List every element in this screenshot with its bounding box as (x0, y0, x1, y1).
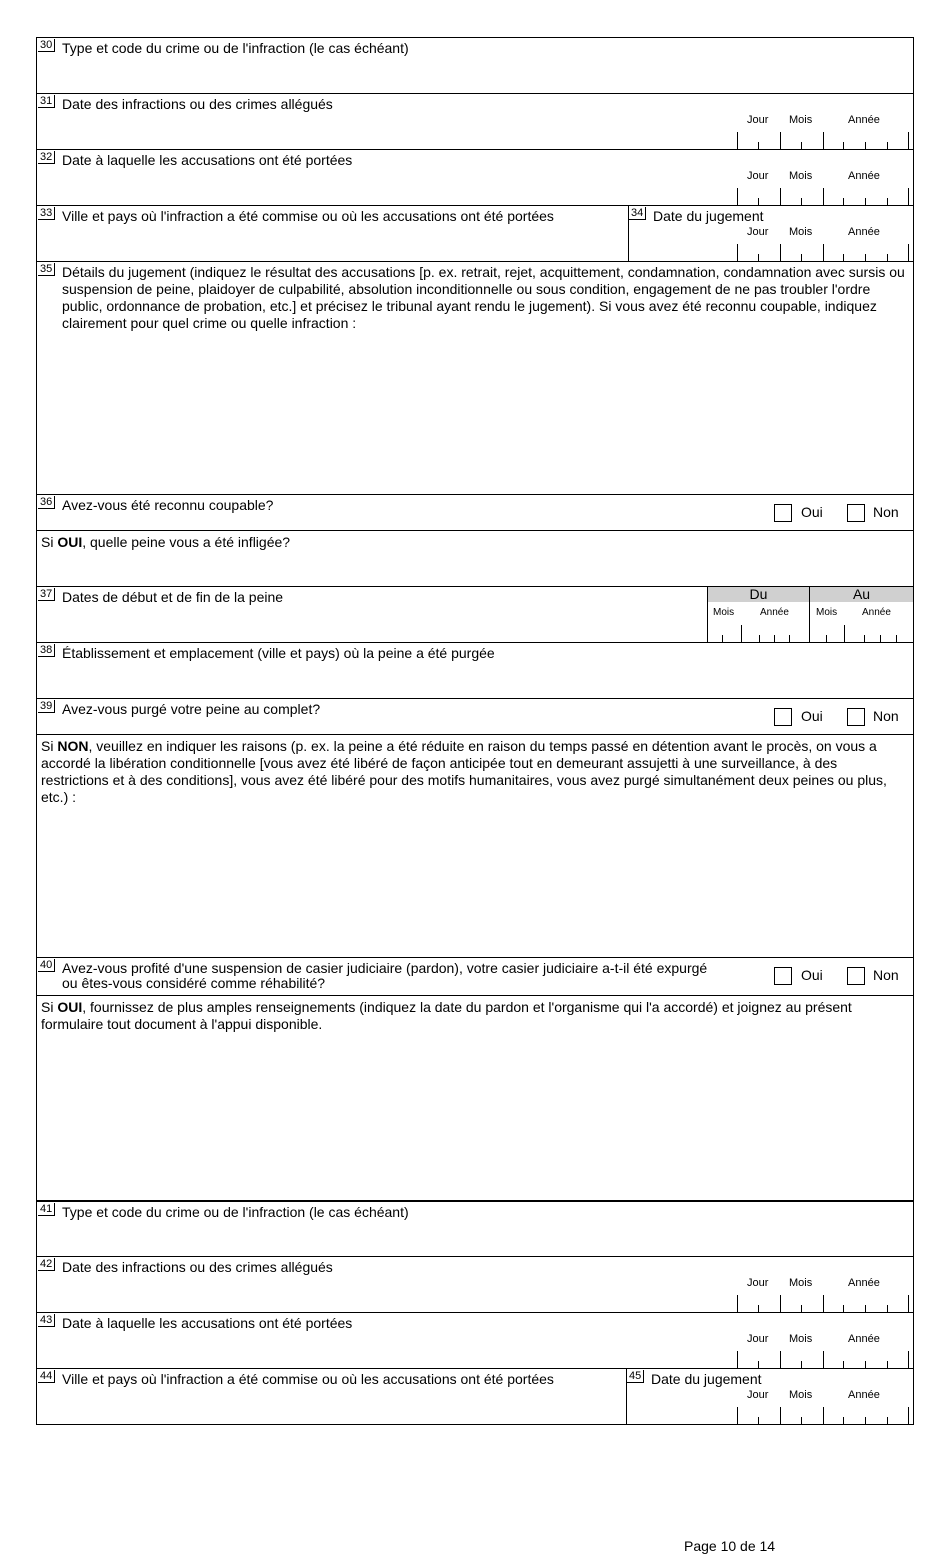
question-label: Type et code du crime ou de l'infraction (le cas échéant) (62, 1204, 409, 1220)
row-q40-sentence[interactable] (37, 996, 913, 1202)
row-q42 (37, 1257, 913, 1313)
yes-label: Oui (801, 504, 823, 520)
day-label: Jour (747, 1333, 769, 1345)
no-checkbox[interactable] (847, 967, 865, 985)
row-q41[interactable] (37, 1202, 913, 1257)
row-q39 (37, 699, 913, 735)
yes-checkbox[interactable] (774, 708, 792, 726)
question-number: 36 (38, 496, 55, 509)
question-label: Date des infractions ou des crimes allégués (62, 96, 333, 112)
date-field[interactable] (733, 94, 913, 149)
year-label: Année (848, 170, 880, 182)
question-label: Établissement et emplacement (ville et pays) où la peine a été purgée (62, 645, 495, 661)
month-label: Mois (789, 1333, 813, 1345)
month-label: Mois (713, 607, 735, 618)
year-label: Année (848, 114, 880, 126)
question-label: Ville et pays où l'infraction a été commise ou où les accusations ont été portées (62, 208, 554, 224)
date-field[interactable] (733, 150, 913, 205)
follow-up-question: Si OUI, fournissez de plus amples renseignements (indiquez la date du pardon et l'organisme qui l'a accordé) et joignez au présent formulaire tout document à l'appui disponible. (41, 999, 852, 1032)
question-number: 34 (629, 207, 646, 220)
month-label: Mois (789, 170, 813, 182)
question-number: 45 (627, 1370, 644, 1383)
question-label: Date du jugement (653, 208, 764, 224)
year-label: Année (848, 1333, 880, 1345)
year-label: Année (848, 226, 880, 238)
month-label: Mois (789, 1277, 813, 1289)
row-q35[interactable] (37, 262, 913, 495)
question-number: 40 (38, 959, 55, 972)
yes-label: Oui (801, 708, 823, 724)
question-number: 35 (38, 263, 55, 276)
row-q43 (37, 1313, 913, 1369)
no-checkbox[interactable] (847, 504, 865, 522)
year-label: Année (848, 1389, 880, 1401)
no-checkbox[interactable] (847, 708, 865, 726)
row-q36 (37, 495, 913, 531)
criminal-history-form (36, 37, 914, 1425)
question-label: Date des infractions ou des crimes allégués (62, 1259, 333, 1275)
yes-checkbox[interactable] (774, 967, 792, 985)
follow-up-question: Si NON, veuillez en indiquer les raisons (p. ex. la peine a été réduite en raison du temps passé en détention avant le procès, on vous a accordé la libération conditionnelle [vous avez été libéré de façon anticipée tout en demeurant assujetti à une surveillance, à des restrictions et à des conditions], vous avez été libéré pour des motifs humanitaires, vous avez purgé simultanément deux peines ou plus, etc.) : (41, 738, 887, 805)
question-number: 33 (38, 207, 55, 220)
question-label: Avez-vous profité d'une suspension de casier judiciaire (pardon), votre casier judiciaire a-t-il été expurgé ou êtes-vous considéré comme réhabilité? (62, 960, 708, 991)
question-number: 43 (38, 1314, 55, 1327)
yes-label: Oui (801, 967, 823, 983)
date-field[interactable] (733, 1313, 913, 1368)
question-number: 39 (38, 700, 55, 713)
month-label: Mois (789, 226, 813, 238)
day-label: Jour (747, 1389, 769, 1401)
question-number: 42 (38, 1258, 55, 1271)
no-label: Non (873, 708, 899, 724)
page-number: Page 10 de 14 (684, 1538, 776, 1554)
question-number: 38 (38, 644, 55, 657)
question-number: 37 (38, 588, 55, 601)
judgment-date-field[interactable] (626, 1369, 913, 1424)
question-number: 31 (38, 95, 55, 108)
question-number: 32 (38, 151, 55, 164)
month-label: Mois (816, 607, 838, 618)
month-label: Mois (789, 114, 813, 126)
year-label: Année (848, 1277, 880, 1289)
row-q40 (37, 958, 913, 996)
day-label: Jour (747, 170, 769, 182)
year-label: Année (760, 607, 789, 618)
question-label: Avez-vous purgé votre peine au complet? (62, 701, 321, 717)
row-q38[interactable] (37, 643, 913, 699)
row-q31 (37, 94, 913, 150)
judgment-date-field[interactable] (628, 206, 913, 261)
date-field[interactable] (733, 1257, 913, 1312)
question-label: Dates de début et de fin de la peine (62, 589, 284, 605)
to-header: Au (810, 587, 913, 602)
yes-checkbox[interactable] (774, 504, 792, 522)
from-header: Du (708, 587, 809, 602)
question-number: 30 (38, 39, 55, 52)
question-label: Ville et pays où l'infraction a été commise ou où les accusations ont été portées (62, 1371, 554, 1387)
question-label: Date à laquelle les accusations ont été portées (62, 152, 353, 168)
date-field[interactable] (733, 1369, 913, 1424)
day-label: Jour (747, 114, 769, 126)
period-field[interactable] (707, 587, 913, 642)
row-q37 (37, 587, 913, 643)
year-label: Année (862, 607, 891, 618)
row-q33-q34 (37, 206, 913, 262)
row-q39-sentence[interactable] (37, 735, 913, 958)
follow-up-question: Si OUI, quelle peine vous a été infligée? (41, 534, 291, 550)
date-field[interactable] (733, 206, 913, 261)
row-q32 (37, 150, 913, 206)
row-q36-sentence[interactable] (37, 531, 913, 587)
question-label: Détails du jugement (indiquez le résultat des accusations [p. ex. retrait, rejet, acquittement, condamnation, condamnation avec sursis ou suspension de peine, plaidoyer de culpabilité, absolution inconditionnelle ou sous condition, engagement de ne pas troubler l'ordre public, ordonnance de probation, etc.] et précisez le tribunal ayant rendu le jugement). Si vous avez été reconnu coupable, indiquez clairement pour quel crime ou quelle infraction : (62, 264, 905, 331)
question-number: 44 (38, 1370, 55, 1383)
question-label: Type et code du crime ou de l'infraction (le cas échéant) (62, 40, 409, 56)
question-label: Date à laquelle les accusations ont été portées (62, 1315, 353, 1331)
no-label: Non (873, 967, 899, 983)
question-label: Avez-vous été reconnu coupable? (62, 497, 274, 513)
day-label: Jour (747, 226, 769, 238)
day-label: Jour (747, 1277, 769, 1289)
row-q30[interactable] (37, 38, 913, 94)
row-q44-q45 (37, 1369, 913, 1424)
question-label: Date du jugement (651, 1371, 762, 1387)
question-number: 41 (38, 1203, 55, 1216)
no-label: Non (873, 504, 899, 520)
month-label: Mois (789, 1389, 813, 1401)
